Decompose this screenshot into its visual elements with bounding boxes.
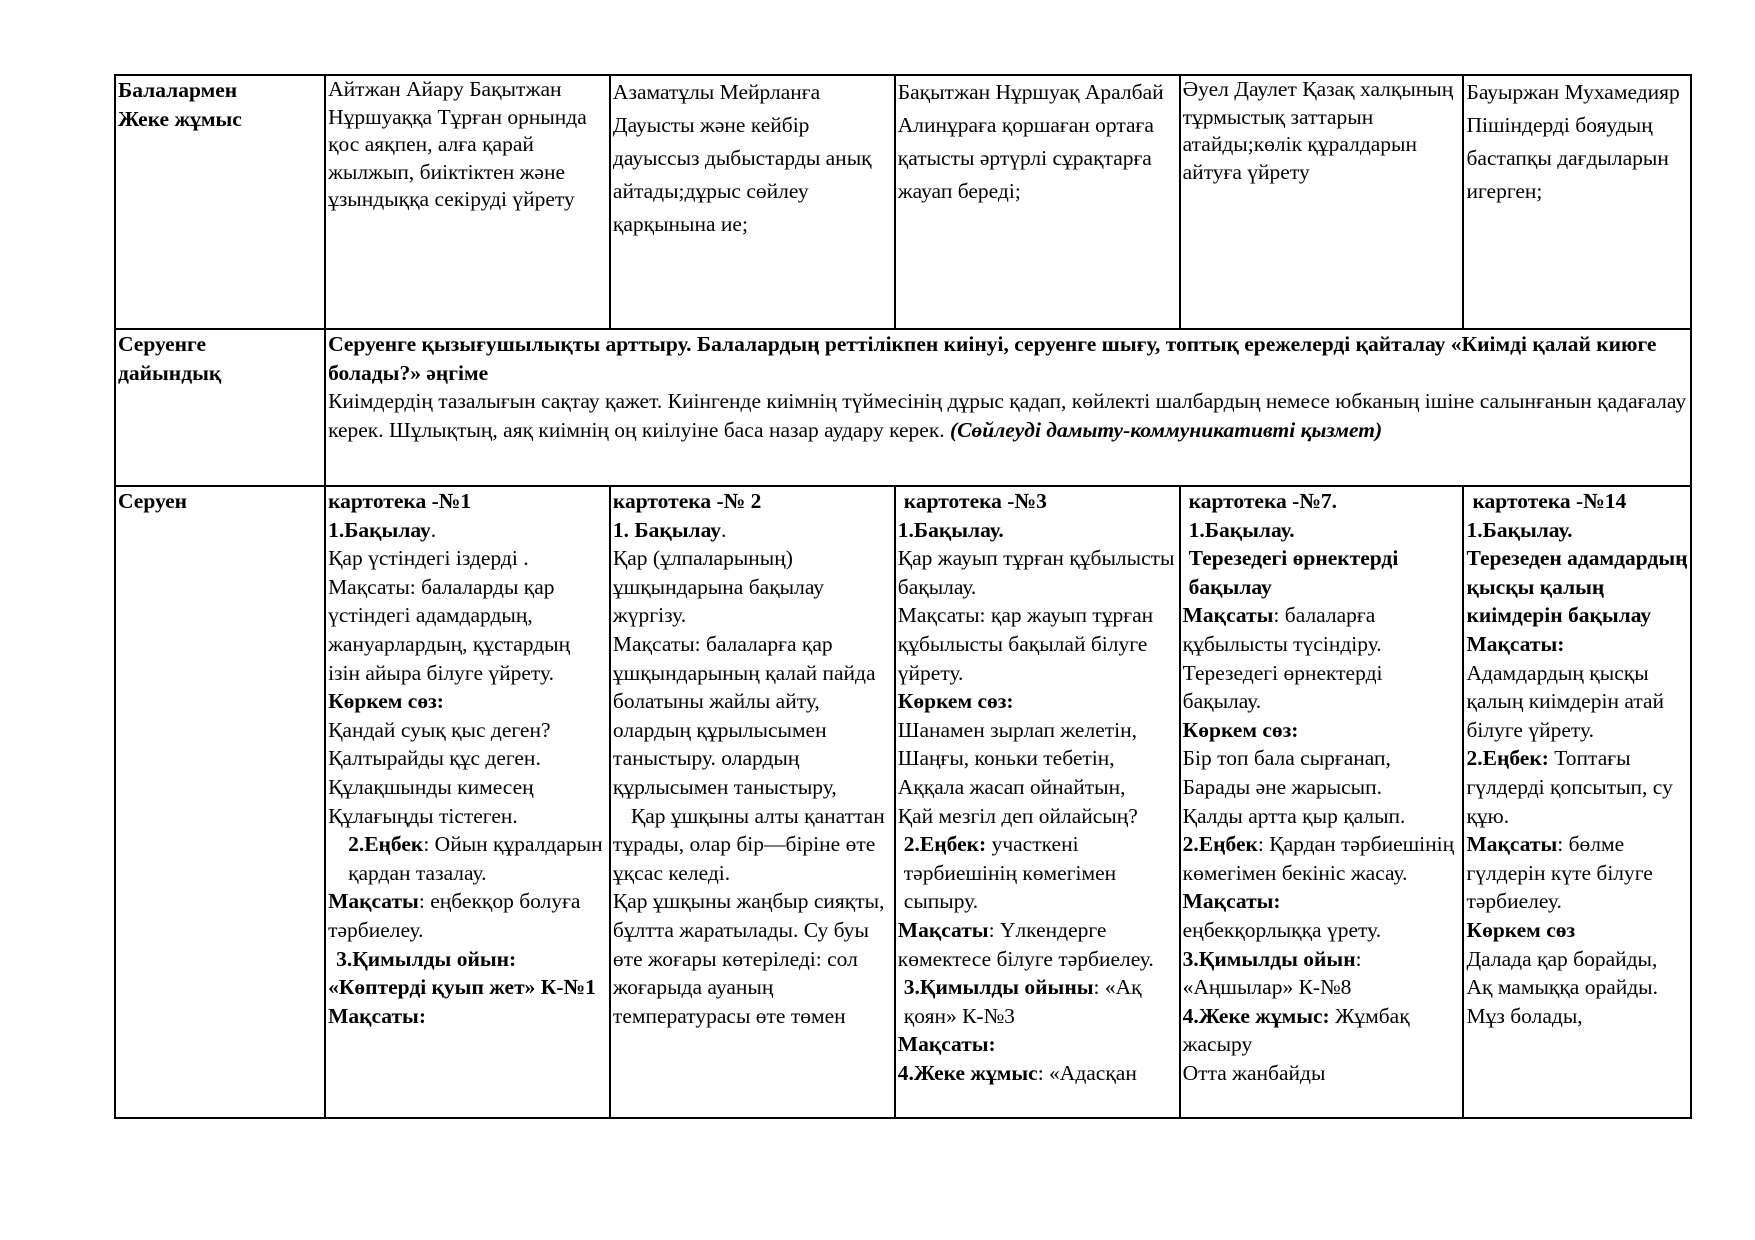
work-heading: 2.Еңбек: [348, 832, 424, 857]
observation-topic: Қар үстіндегі іздерді .: [328, 546, 529, 571]
observation-heading: 1.Бақылау.: [1188, 517, 1295, 542]
aim-text: : бөлме гүлдерін күте білуге тәрбиелеу.: [1466, 832, 1653, 914]
aim-heading: Мақсаты:: [1466, 631, 1565, 656]
label-line: Серуенге: [118, 332, 207, 356]
poem-line: Қалды артта қыр қалып.: [1182, 803, 1406, 828]
work-heading: 2.Еңбек:: [1466, 746, 1549, 771]
aim-heading: Мақсаты: [328, 889, 419, 914]
observation-topic: Терезеден адамдардың қысқы қалың киімдерін бақылау: [1466, 546, 1688, 628]
label-line: Жеке жұмыс: [118, 106, 242, 131]
aim-heading: Мақсаты:: [897, 1032, 996, 1057]
aim-heading: Мақсаты:: [1182, 889, 1281, 914]
table-row-walk-prep: [115, 329, 1691, 486]
punct: .: [721, 517, 727, 542]
observation-text: Қар ұшқыны алты қанаттан тұрады, олар бір—біріне өте ұқсас келеді.: [612, 803, 885, 885]
aim-text: еңбекқорлыққа үрету.: [1182, 917, 1382, 942]
observation-topic: Қар (ұлпаларының) ұшқындарына бақылау жүргізу.: [612, 546, 825, 628]
aim-text: : балаларға құбылысты түсіндіру. Терезедегі өрнектерді бақылау.: [1182, 603, 1383, 714]
poem-line: Шанамен зырлап желетін,: [897, 717, 1138, 742]
aim-text: Адамдардың қысқы қалың киімдерін атай білуге үйрету.: [1466, 660, 1665, 742]
game-heading: 3.Қимылды ойын:: [336, 946, 517, 971]
poem-line: Барады әне жарысып.: [1182, 774, 1383, 799]
poem-heading: Көркем сөз: [1466, 917, 1576, 942]
work-text: участкені тәрбиешінің көмегімен сыпыру.: [903, 832, 1117, 914]
individual-work-text: : «Адасқан: [1037, 1060, 1137, 1085]
walk-card-1: [325, 486, 610, 1118]
individual-work-heading: 4.Жеке жұмыс:: [1182, 1003, 1330, 1028]
game-name: «Көптерді қуып жет» К-№1: [328, 975, 596, 1000]
card-number: картотека -№7.: [1188, 489, 1338, 513]
card-number: картотека -№14: [1472, 489, 1627, 513]
aim-heading: Мақсаты: [1182, 603, 1274, 628]
aim-heading: Мақсаты: [1466, 832, 1558, 857]
riddle-line: Отта жанбайды: [1182, 1060, 1326, 1085]
observation-aim: Мақсаты: қар жауып тұрған құбылысты бақылай білуге үйрету.: [897, 603, 1154, 685]
prep-body: Киімдердің тазалығын сақтау қажет. Киінгенде киімнің түймесінің дұрыс қадап, көйлекті шалбардың немесе юбканың ішіне салынғанын қадағалау керек. Шұлықтың, аяқ киімнің оң киілуіне баса назар аудару керек.: [328, 389, 1687, 442]
individual-cell-5: Бауыржан Мухамедияр Пішіндерді бояудың бастапқы дағдыларын игерген;: [1463, 75, 1691, 329]
poem-line: Шаңғы, коньки тебетін,: [897, 746, 1115, 771]
label-line: Балалармен: [118, 78, 238, 102]
game-text: : «Аңшылар» К-№8: [1182, 946, 1362, 1000]
poem-line: Мұз болады,: [1466, 1003, 1583, 1028]
aim-text: : еңбекқор болуға тәрбиелеу.: [328, 889, 581, 942]
work-text: Топтағы гүлдерді қопсытып, су құю.: [1466, 746, 1673, 828]
prep-heading: Серуенге қызығушылықты арттыру. Балалардың реттілікпен киінуі, серуенге шығу, топтық ережелерді қайталау «Киімді қалай киюге болады?» әңгіме: [328, 332, 1657, 385]
poem-line: Аққала жасап ойнайтын,: [897, 774, 1126, 799]
aim-heading: Мақсаты: [897, 917, 989, 942]
label-line: Серуен: [118, 489, 188, 513]
individual-cell-1: Айтжан Айару Бақытжан Нұршуаққа Тұрған орнында қос аяқпен, алға қарай жылжып, биіктіктен және ұзындыққа секіруді үйрету: [325, 75, 610, 329]
game-heading: 3.Қимылды ойыны: [903, 975, 1094, 1000]
observation-heading: 1.Бақылау.: [897, 517, 1004, 542]
observation-topic: Терезедегі өрнектерді бақылау: [1188, 546, 1399, 599]
lesson-plan-table: [114, 74, 1692, 1119]
poem-line: Бір топ бала сырғанап,: [1182, 746, 1391, 771]
card-number: картотека -№3: [903, 489, 1047, 513]
observation-text: Қар ұшқыны жаңбыр сияқты, бұлтта жаратылады. Су буы өте жоғары көтеріледі: сол жоғарыда ауаның температурасы өте төмен: [612, 889, 885, 1028]
individual-work-heading: 4.Жеке жұмыс: [897, 1060, 1038, 1085]
observation-heading: 1.Бақылау: [328, 517, 431, 542]
work-text: : Қардан тәрбиешінің көмегімен бекініс жасау.: [1182, 832, 1455, 885]
walk-card-2: [610, 486, 895, 1118]
row-label-individual-work: [115, 75, 325, 329]
table-row-individual-work: [115, 75, 1691, 329]
prep-italic-note: (Сөйлеуді дамыту-коммуникативті қызмет): [950, 417, 1383, 442]
poem-line: Қандай суық қыс деген?: [328, 717, 551, 742]
poem-line: Құлақшынды кимесең: [328, 774, 534, 799]
individual-cell-3: Бақытжан Нұршуақ Аралбай Алинұраға қоршаған ортаға қатысты әртүрлі сұрақтарға жауап береді;: [895, 75, 1180, 329]
walk-card-4: [1180, 486, 1464, 1118]
individual-work-text: Жұмбақ жасыру: [1182, 1003, 1410, 1057]
card-number: картотека -№ 2: [612, 489, 762, 513]
observation-aim: Мақсаты: балаларға қар ұшқындарының қалай пайда болатыны жайлы айту, олардың құрылысымен таныстыру. олардың құрлысымен таныстыру,: [612, 631, 876, 799]
poem-line: Құлағыңды тістеген.: [328, 803, 518, 828]
poem-line: Қалтырайды құс деген.: [328, 746, 541, 771]
individual-cell-4: Әуел Даулет Қазақ халқының тұрмыстық заттарын атайды;көлік құралдарын айтуға үйрету: [1180, 75, 1464, 329]
observation-aim: Мақсаты: балаларды қар үстіндегі адамдардың, жануарлардың, құстардың ізін айыра білуге үйрету.: [328, 574, 571, 685]
aim-heading: Мақсаты:: [328, 1003, 426, 1028]
game-heading: 3.Қимылды ойын: [1182, 946, 1356, 971]
walk-card-3: [895, 486, 1180, 1118]
punct: .: [430, 517, 437, 542]
work-heading: 2.Еңбек: [1182, 832, 1258, 857]
poem-line: Далада қар борайды,: [1466, 946, 1658, 971]
walk-card-5: [1463, 486, 1691, 1118]
poem-line: Ақ мамыққа орайды.: [1466, 975, 1659, 1000]
work-text: : Ойын құралдарын қардан тазалау.: [348, 832, 603, 885]
observation-heading: 1.Бақылау.: [1466, 517, 1573, 542]
label-line: дайындық: [118, 360, 222, 385]
poem-heading: Көркем сөз:: [328, 689, 444, 714]
row-label-walk: [115, 486, 325, 1118]
aim-text: : Үлкендерге көмектесе білуге тәрбиелеу.: [897, 917, 1154, 971]
row-label-walk-prep: [115, 329, 325, 486]
poem-line: Қай мезгіл деп ойлайсың?: [897, 803, 1138, 828]
individual-cell-2: Азаматұлы Мейрланға Дауысты және кейбір дауыссыз дыбыстарды анық айтады;дұрыс сөйлеу қарқынына ие;: [610, 75, 895, 329]
observation-topic: Қар жауып тұрған құбылысты бақылау.: [897, 546, 1175, 599]
table-row-walk: [115, 486, 1691, 1118]
poem-heading: Көркем сөз:: [1182, 717, 1299, 742]
card-number: картотека -№1: [328, 489, 472, 513]
work-heading: 2.Еңбек:: [903, 832, 987, 857]
poem-heading: Көркем сөз:: [897, 689, 1014, 714]
walk-prep-content: [325, 329, 1691, 486]
game-text: : «Ақ қоян» К-№3: [903, 975, 1142, 1028]
observation-heading: 1. Бақылау: [612, 517, 722, 542]
